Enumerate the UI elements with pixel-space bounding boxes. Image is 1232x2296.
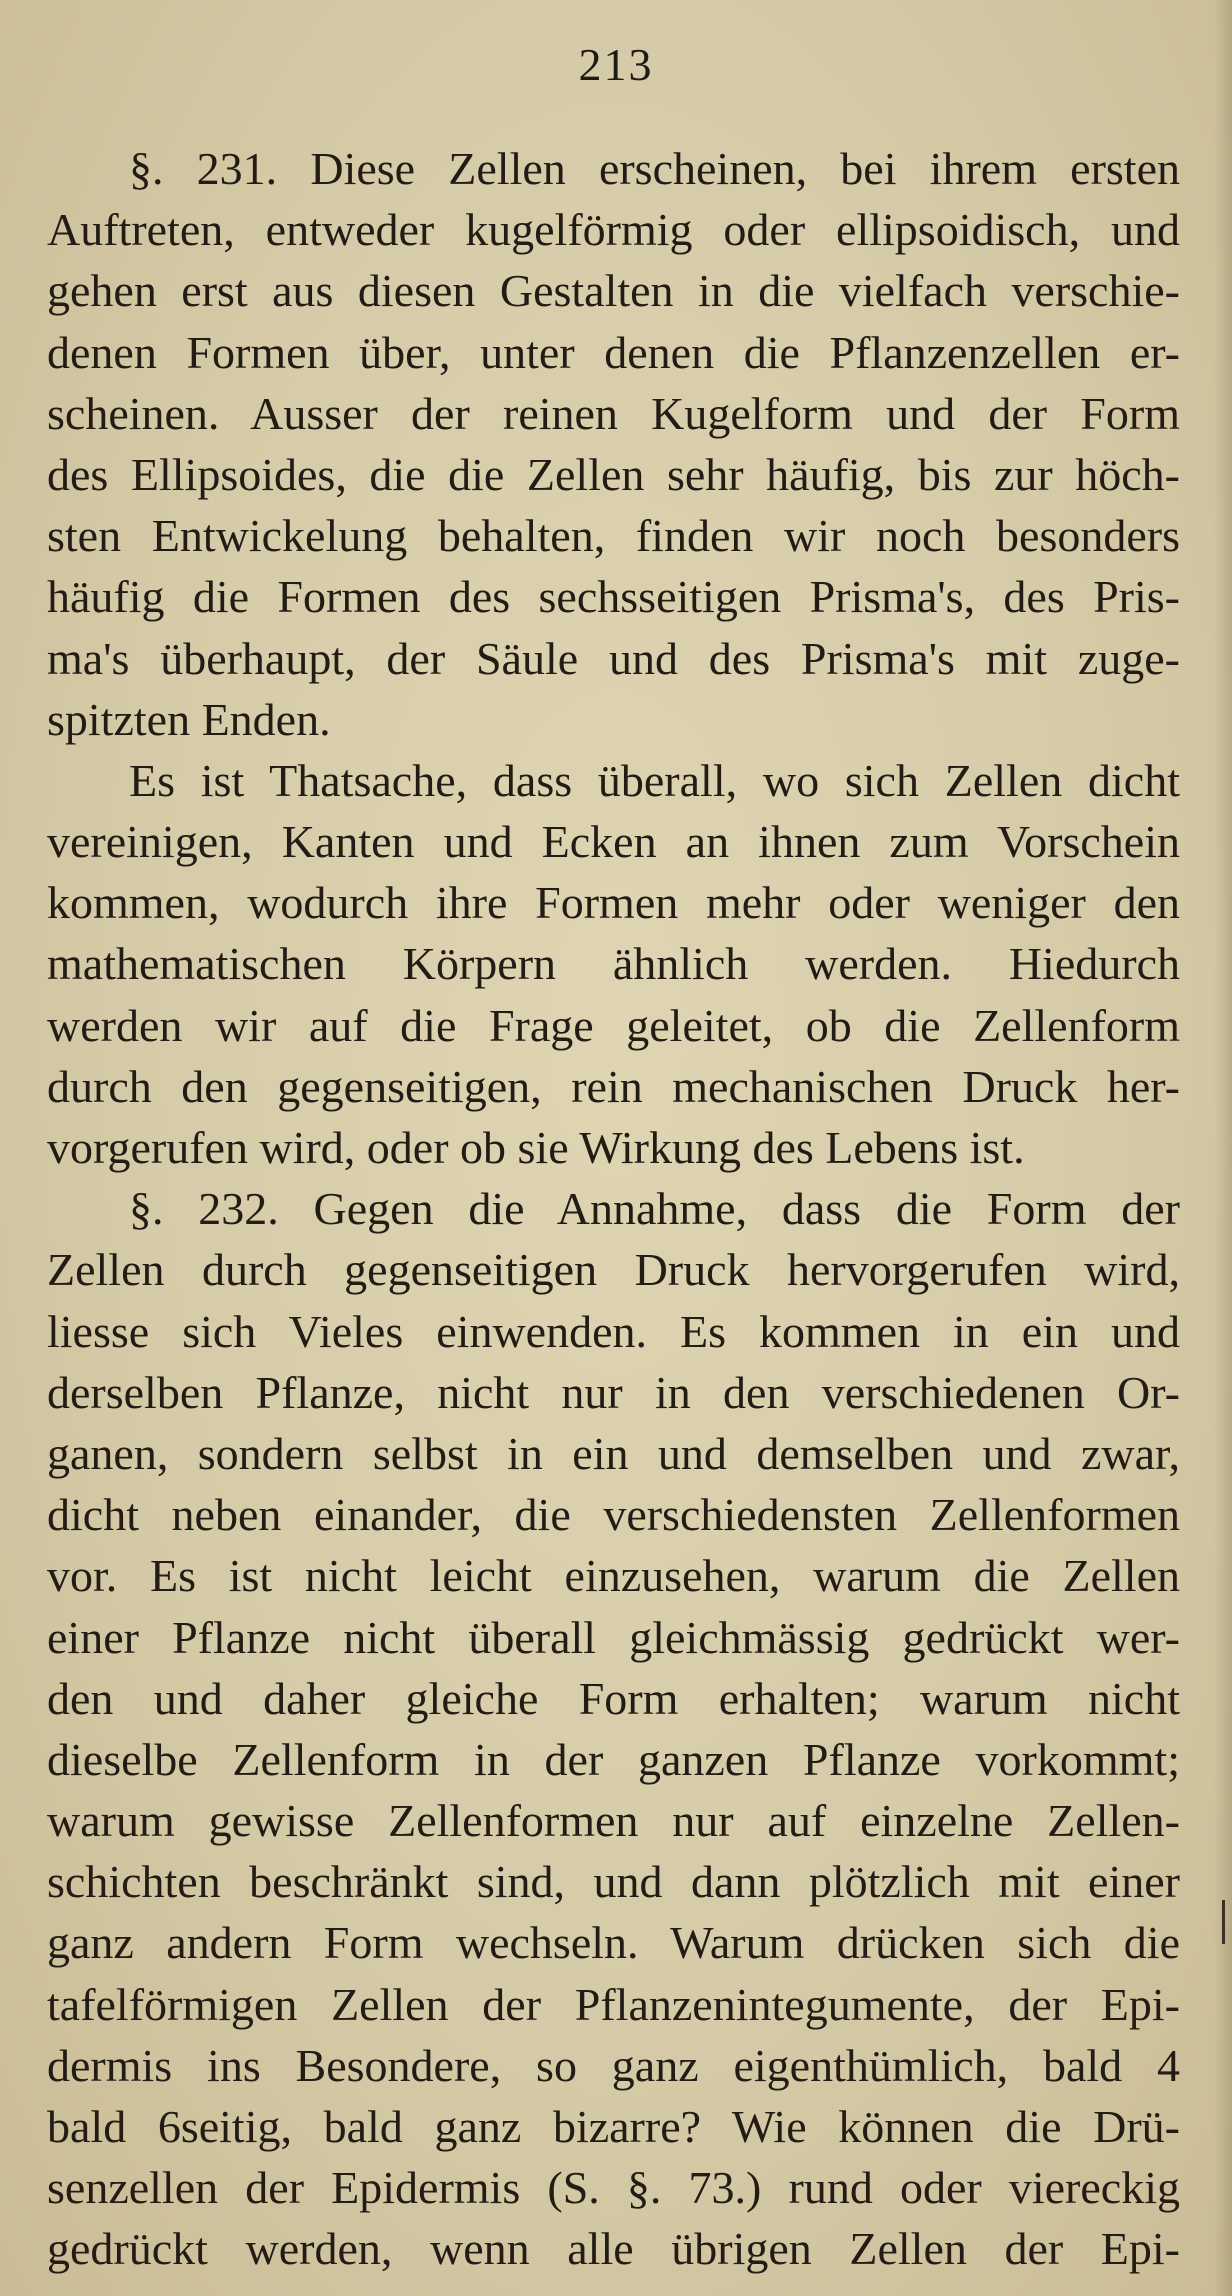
text-line: den und daher gleiche Form erhalten; warum nicht [47,1672,1180,1724]
text-line: ganz andern Form wechseln. Warum drücken sich die [47,1917,1180,1969]
text-line: häufig die Formen des sechsseitigen Prisma's, des Pris- [47,571,1180,623]
text-line: vorgerufen wird, oder ob sie Wirkung des Lebens ist. [47,1122,1025,1173]
text-line: einer Pflanze nicht überall gleichmässig gedrückt wer- [47,1611,1180,1663]
margin-mark [1222,1900,1225,1944]
text-line: werden wir auf die Frage geleitet, ob die Zellenform [47,999,1180,1051]
text-line: denen Formen über, unter denen die Pflanzenzellen er- [47,326,1180,378]
text-line: dermis ins Besondere, so ganz eigenthümlich, bald 4 [47,2039,1180,2091]
page-edge-shadow [1214,0,1232,2296]
text-line: §. 231. Diese Zellen erscheinen, bei ihrem ersten [129,143,1180,194]
text-line: Auftreten, entweder kugelförmig oder ellipsoidisch, und [47,204,1180,256]
text-line: mathematischen Körpern ähnlich werden. Hiedurch [47,938,1180,990]
text-line: gehen erst aus diesen Gestalten in die vielfach verschie- [47,265,1180,317]
text-line: liesse sich Vieles einwenden. Es kommen in ein und [47,1305,1180,1357]
text-line: dieselbe Zellenform in der ganzen Pflanze vorkommt; [47,1733,1180,1785]
text-line: des Ellipsoides, die die Zellen sehr häufig, bis zur höch- [47,448,1180,500]
text-line: scheinen. Ausser der reinen Kugelform und der Form [47,387,1180,439]
text-line: gedrückt werden, wenn alle übrigen Zellen der Epi- [47,2223,1180,2275]
text-line: schichten beschränkt sind, und dann plötzlich mit einer [47,1856,1180,1908]
text-line: §. 232. Gegen die Annahme, dass die Form der [129,1183,1180,1235]
text-line: ma's überhaupt, der Säule und des Prisma's mit zuge- [47,632,1180,684]
text-line: senzellen der Epidermis (S. §. 73.) rund oder viereckig [47,2162,1180,2214]
text-line: spitzten Enden. [47,693,331,745]
text-line: derselben Pflanze, nicht nur in den verschiedenen Or- [47,1366,1180,1418]
text-line: Zellen durch gegenseitigen Druck hervorgerufen wird, [47,1244,1180,1296]
text-line: warum gewisse Zellenformen nur auf einzelne Zellen- [47,1795,1180,1847]
text-line: dicht neben einander, die verschiedensten Zellenformen [47,1489,1180,1541]
text-line: sten Entwickelung behalten, finden wir noch besonders [47,510,1180,562]
body-text [47,138,1180,2280]
text-line: kommen, wodurch ihre Formen mehr oder weniger den [47,877,1180,929]
text-line: durch den gegenseitigen, rein mechanischen Druck her- [47,1060,1180,1112]
text-line: Es ist Thatsache, dass überall, wo sich Zellen dicht [129,754,1180,806]
text-line: bald 6seitig, bald ganz bizarre? Wie können die Drü- [47,2101,1180,2152]
text-line: vereinigen, Kanten und Ecken an ihnen zum Vorschein [47,816,1180,868]
text-line: vor. Es ist nicht leicht einzusehen, warum die Zellen [47,1550,1180,1602]
text-line: ganen, sondern selbst in ein und demselben und zwar, [47,1427,1180,1479]
page-number: 213 [578,39,654,90]
text-line: tafelförmigen Zellen der Pflanzenintegumente, der Epi- [47,1978,1180,2030]
